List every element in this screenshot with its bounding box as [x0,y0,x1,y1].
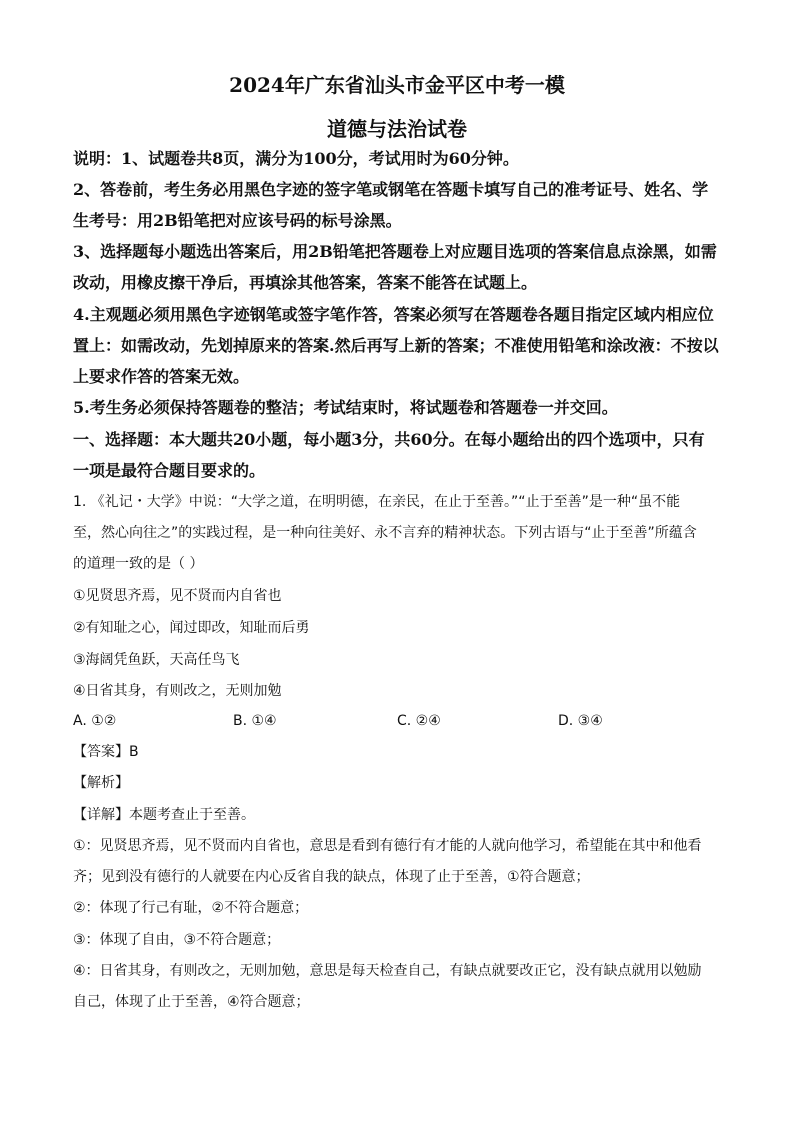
instruction-line-2: 2、答卷前，考生务必用黑色字迹的签字笔或钢笔在答题卡填写自己的准考证号、姓名、学 [73,180,709,199]
instruction-line-5: 改动，用橡皮擦干净后，再填涂其他答案，答案不能答在试题上。 [73,273,538,292]
instruction-line-1: 说明：1、试题卷共8页，满分为100分，考试用时为60分钟。 [73,149,519,168]
question-item-2: ②有知耻之心，闻过即改，知耻而后勇 [73,620,310,636]
instruction-line-8: 上要求作答的答案无效。 [73,367,250,386]
answer-option-a: A. ①② [73,713,117,729]
instruction-line-7: 置上：如需改动，先划掉原来的答案.然后再写上新的答案；不准使用铅笔和涂改液：不按以 [73,336,719,355]
answer-option-d: D. ③④ [558,713,603,729]
analysis-label: 【解析】 [73,775,129,791]
question-item-1: ①见贤思齐焉，见不贤而内自省也 [73,588,282,604]
detail-line-4: ②：体现了行己有耻，②不符合题意； [73,900,309,916]
answer-line [73,742,139,762]
exam-subject-title: 道德与法治试卷 [327,117,467,141]
question-item-4: ④日省其身，有则改之，无则加勉 [73,683,282,699]
instruction-line-4: 3、选择题每小题选出答案后，用2B铅笔把答题卷上对应题目选项的答案信息点涂黑，如需 [73,242,717,261]
instruction-line-9: 5.考生务必须保持答题卷的整洁；考试结束时，将试题卷和答题卷一并交回。 [73,398,618,417]
question-stem-line-1: 1. 《礼记・大学》中说：“大学之道，在明明德，在亲民，在止于至善。”“止于至善”是一种“虽不能 [73,494,681,510]
answer-option-b: B. ①④ [233,713,277,729]
detail-line-1: 【详解】本题考查止于至善。 [73,807,255,823]
detail-line-7: 自己，体现了止于至善，④符合题意； [73,994,310,1010]
section-heading-line-1: 一、选择题：本大题共20小题，每小题3分，共60分。在每小题给出的四个选项中，只有 [73,430,705,449]
detail-line-2: ①：见贤思齐焉，见不贤而内自省也，意思是看到有德行有才能的人就向他学习，希望能在其中和他看 [73,838,702,854]
instruction-line-3: 生考号：用2B铅笔把对应该号码的标号涂黑。 [73,211,402,230]
question-stem-line-2: 至，然心向往之”的实践过程，是一种向往美好、永不言弃的精神状态。下列古语与“止于至善”所蕴含 [73,525,697,541]
answer-value: B [129,744,139,760]
answer-option-c: C. ②④ [397,713,441,729]
instruction-line-6: 4.主观题必须用黑色字迹钢笔或签字笔作答，答案必须写在答题卷各题目指定区域内相应位 [73,305,714,324]
detail-line-3: 齐；见到没有德行的人就要在内心反省自我的缺点，体现了止于至善，①符合题意； [73,869,590,885]
question-stem-line-3: 的道理一致的是（ ） [73,556,204,572]
answer-label: 【答案】 [73,744,129,760]
section-heading-line-2: 一项是最符合题目要求的。 [73,461,266,480]
exam-title: 2024年广东省汕头市金平区中考一模 [229,73,565,97]
question-item-3: ③海阔凭鱼跃，天高任鸟飞 [73,652,240,668]
detail-line-5: ③：体现了自由，③不符合题意； [73,932,281,948]
detail-line-6: ④：日省其身，有则改之，无则加勉，意思是每天检查自己，有缺点就要改正它，没有缺点就用以勉励 [73,963,702,979]
